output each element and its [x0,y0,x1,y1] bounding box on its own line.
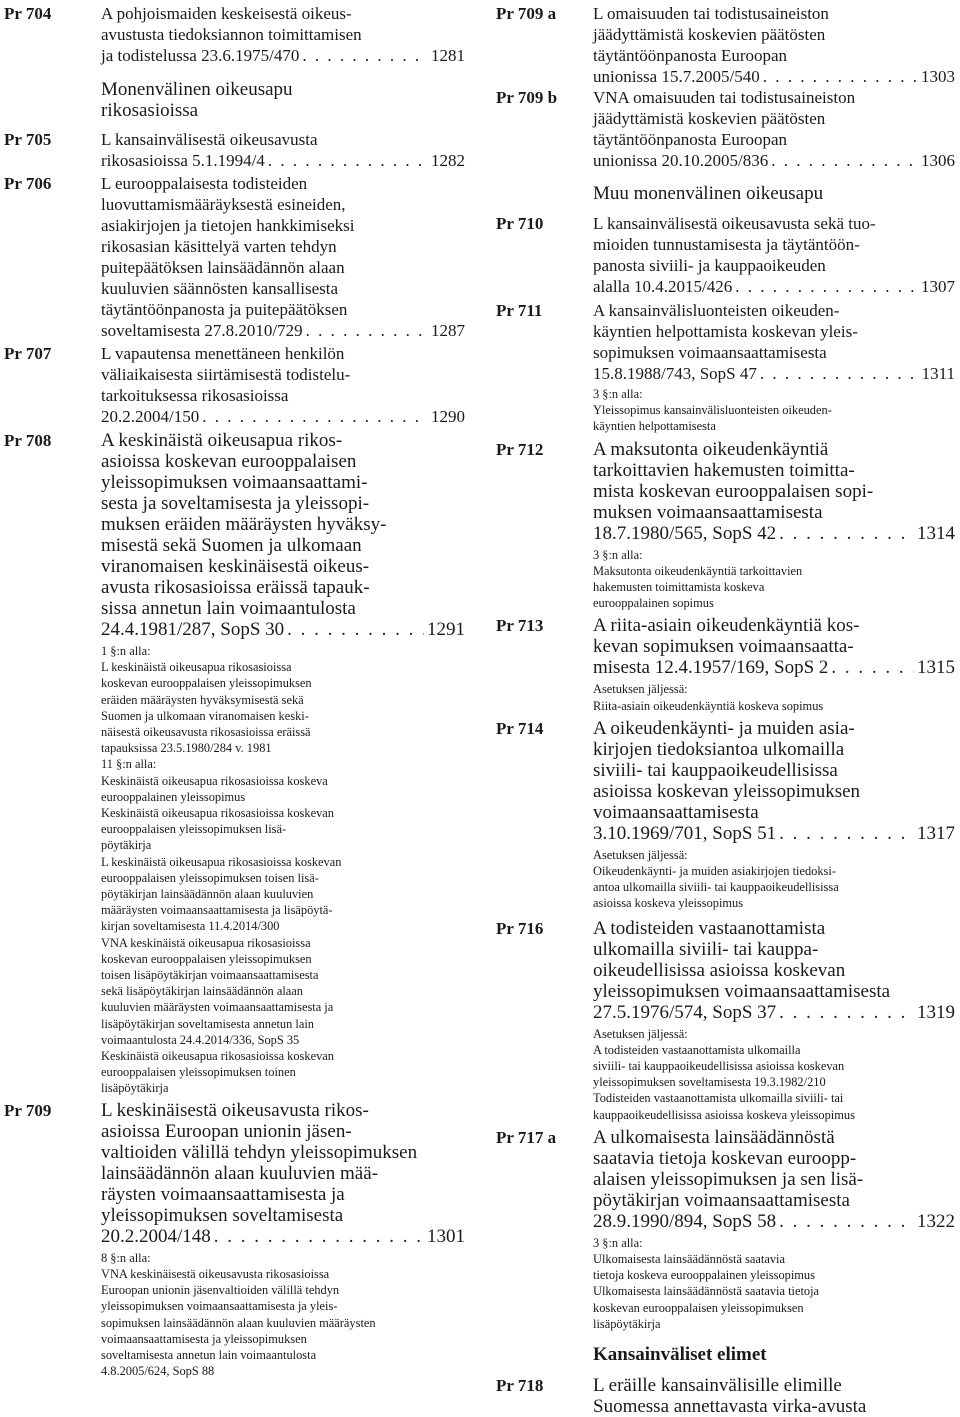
entry-pr-704 [0,3,470,66]
entry-title[interactable]: A riita-asiain oikeudenkäyntiä kos- kevan sopimuksen voimaansaatta- misesta 12.4.1957/169, SopS 2 . . . 1315 [593,615,955,678]
entry-pr-718 [490,1375,960,1417]
entry-title[interactable]: L eurooppalaisesta todisteiden luovuttamismääräyksestä esineiden, asiakirjojen ja tietojen hankkimiseksi rikosasian käsittelyä varten tehdyn puitepäätöksen lainsäädännön alaan kuuluvien säännösten kansallisesta täytäntöönpanosta ja puitepäätöksen soveltamisesta 27.8.2010/729 . . . 1287 [101,173,465,341]
entry-code: Pr 709 b [496,88,558,107]
entry-pr-709b [490,87,960,171]
entry-pr-708 [0,430,470,1097]
entry-title[interactable]: A kansainvälisluonteisten oikeuden- käyntien helpottamista koskevan yleis- sopimuksen voimaansaattamisesta 15.8.1988/743, SopS 47 . . . 1311 [593,300,955,384]
page-number: 1287 [431,321,465,340]
entry-pr-710 [490,213,960,297]
right-column [490,0,960,1417]
entry-code: Pr 709 [4,1100,52,1120]
page-number: 1322 [917,1210,955,1232]
entry-code: Pr 717 a [496,1127,557,1147]
entry-title[interactable]: A oikeudenkäynti- ja muiden asia- kirjojen tiedoksiantoa ulkomailla siviili- tai kauppaoikeudellisissa asioissa koskevan yleissopimuksen voimaansaattamisesta 3.10.1969/701, SopS 51 . . . 1317 [593,718,955,844]
entry-title[interactable]: L eräille kansainvälisille elimille Suomessa annettavasta virka-avusta [593,1375,867,1417]
entry-code: Pr 712 [496,439,544,459]
page-number: 1291 [427,619,465,640]
entry-code: Pr 706 [4,174,52,193]
page-number: 1317 [917,822,955,844]
entry-pr-716 [490,918,960,1123]
page-number: 1315 [917,657,955,679]
entry-pr-709 [0,1100,470,1380]
entry-pr-717a [490,1127,960,1332]
entry-code: Pr 707 [4,344,52,363]
entry-pr-714 [490,718,960,912]
entry-notes: Asetuksen jäljessä: Oikeudenkäynti- ja muiden asiakirjojen tiedoksi- antoa ulkomailla siviili- tai kauppaoikeudellisissa asioissa koskeva yleissopimus [593,847,839,911]
entry-notes: 1 §:n alla: L keskinäistä oikeusapua rikosasioissa koskevan eurooppalaisen yleissopimuksen eräiden määräysten hyväksymisestä sekä Suomen ja ulkomaan viranomaisen keski- näisestä oikeusavusta rikosasioissa eräissä tapauksissa 23.5.1980/284 v. 1981 11 §:n alla: Keskinäistä oikeusapua rikosasioissa koskeva eurooppalainen yleissopimus Keskinäistä oikeusapua rikosasioissa koskevan eurooppalaisen yleissopimuksen lisä- pöytäkirja L keskinäistä oikeusapua rikosasioissa koskevan eurooppalaisen yleissopimuksen toisen lisä- pöytäkirjan lainsäädännön alaan kuuluvien määräysten voimaansaattamisesta ja lisäpöytä- kirjan soveltamisesta 11.4.2014/300 VNA keskinäistä oikeusapua rikosasioissa koskevan eurooppalaisen yleissopimuksen toisen lisäpöytäkirjan voimaansaattamisesta sekä lisäpöytäkirjan lainsäädännön alaan kuuluvien määräysten voimaansaattamisesta ja lisäpöytäkirjan soveltamisesta annetun lain voimaantulosta 24.4.2014/336, SopS 35 Keskinäistä oikeusapua rikosasioissa koskevan eurooppalaisen yleissopimuksen toinen lisäpöytäkirja [101,644,342,1096]
entry-notes: 3 §:n alla: Ulkomaisesta lainsäädännöstä saatavia tietoja koskeva eurooppalainen yleissopimus Ulkomaisesta lainsäädännöstä saatavia tietoja koskevan eurooppalaisen yleissopimuksen lisäpöytäkirja [593,1235,820,1331]
page-number: 1307 [921,277,955,296]
entry-notes: 8 §:n alla: VNA keskinäisestä oikeusavusta rikosasioissa Euroopan unionin jäsenvaltioiden välillä tehdyn yleissopimuksen voimaansaattamisesta ja yleis- sopimuksen lainsäädännön alaan kuuluvien määräysten voimaansaattamisesta ja yleissopimuksen soveltamisesta annetun lain voimaantulosta 4.8.2005/624, SopS 88 [101,1250,376,1379]
section-heading: Muu monenvälinen oikeusapu [593,183,824,204]
entry-code: Pr 710 [496,214,544,233]
page-number: 1319 [917,1001,955,1023]
entry-title[interactable]: L keskinäisestä oikeusavusta rikos- asioissa Euroopan unionin jäsen- valtioiden välillä tehdyn yleissopimuksen lainsäädännön alaan kuuluvien mää- räysten voimaansaattamisesta ja yleissopimuksen soveltamisesta 20.2.2004/148 . . . 1301 [101,1100,465,1247]
entry-pr-711 [490,300,960,435]
entry-code: Pr 705 [4,130,52,149]
entry-code: Pr 709 a [496,4,557,23]
entry-title[interactable]: A todisteiden vastaanottamista ulkomailla siviili- tai kauppa- oikeudellisissa asioissa koskevan yleissopimuksen voimaansaattamisesta 27.5.1976/574, SopS 37 . . . 1319 [593,918,955,1023]
entry-code: Pr 708 [4,431,52,450]
entry-title[interactable]: L vapautensa menettäneen henkilön väliaikaisesta siirtämisestä todistelu- tarkoituksessa rikosasioissa 20.2.2004/150 . . . 1290 [101,343,465,427]
page-number: 1311 [921,364,955,383]
entry-code: Pr 704 [4,4,52,23]
entry-title[interactable]: VNA omaisuuden tai todistusaineiston jäädyttämistä koskevien päätösten täytäntöönpanosta Euroopan unionissa 20.10.2005/836 . . . 1306 [593,87,955,171]
entry-code: Pr 713 [496,616,544,636]
entry-title[interactable]: A pohjoismaiden keskeisestä oikeus- avustusta tiedoksiannon toimittamisen ja todistelussa 23.6.1975/470 . . . 1281 [101,3,465,66]
entry-code: Pr 718 [496,1376,544,1396]
entry-notes: Asetuksen jäljessä: Riita-asiain oikeudenkäyntiä koskeva sopimus [593,682,824,713]
entry-notes: 3 §:n alla: Maksutonta oikeudenkäyntiä tarkoittavien hakemusten toimittamista koskeva eurooppalainen sopimus [593,547,803,611]
entry-title[interactable]: A keskinäistä oikeusapua rikos- asioissa koskevan eurooppalaisen yleissopimuksen voimaansaattami- sesta ja soveltamisesta ja yleissopi- muksen eräiden määräysten hyväksy- misestä sekä Suomen ja ulkomaan viranomaisen keskinäisestä oikeus- avusta rikosasioissa eräissä tapauk- sissa annetun lain voimaantulosta 24.4.1981/287, SopS 30 . . . 1291 [101,430,465,640]
entry-pr-707 [0,343,470,427]
page-number: 1282 [431,151,465,170]
section-heading: Monenvälinen oikeusapu rikosasioissa [101,79,293,121]
page-number: 1314 [917,522,955,544]
page-number: 1303 [921,67,955,86]
entry-title[interactable]: A ulkomaisesta lainsäädännöstä saatavia tietoja koskevan euroopp- alaisen yleissopimuksen ja sen lisä- pöytäkirjan voimaansaattamisesta 28.9.1990/894, SopS 58 . . . 1322 [593,1127,955,1232]
entry-title[interactable]: L kansainvälisestä oikeusavusta rikosasioissa 5.1.1994/4 . . . 1282 [101,129,465,171]
entry-pr-706 [0,173,470,341]
entry-code: Pr 711 [496,301,543,320]
entry-notes: Asetuksen jäljessä: A todisteiden vastaanottamista ulkomailla siviili- tai kauppaoikeudellisissa asioissa koskevan yleissopimuksen soveltamisesta 19.3.1982/210 Todisteiden vastaanottamista ulkomailla siviili- tai kauppaoikeudellisissa asioissa koskeva yleissopimus [593,1026,855,1122]
entry-title[interactable]: L omaisuuden tai todistusaineiston jäädyttämistä koskevien päätösten täytäntöönpanosta Euroopan unionissa 15.7.2005/540 . . . 1303 [593,3,955,87]
entry-title[interactable]: L kansainvälisestä oikeusavusta sekä tuo- mioiden tunnustamisesta ja täytäntöön- panosta siviili- ja kauppaoikeuden alalla 10.4.2015/426 . . . 1307 [593,213,955,297]
page-number: 1281 [431,46,465,65]
section-heading: Kansainväliset elimet [593,1344,767,1366]
entry-pr-709a [490,3,960,87]
entry-title[interactable]: A maksutonta oikeudenkäyntiä tarkoittavien hakemusten toimitta- mista koskevan eurooppalaisen sopi- muksen voimaansaattamisesta 18.7.1980/565, SopS 42 . . . 1314 [593,439,955,544]
entry-notes: 3 §:n alla: Yleissopimus kansainvälisluonteisten oikeuden- käyntien helpottamisesta [593,387,832,434]
entry-code: Pr 716 [496,918,544,938]
page-number: 1301 [427,1225,465,1247]
page-number: 1306 [921,151,955,170]
entry-pr-705 [0,129,470,171]
entry-pr-713 [490,615,960,713]
page-number: 1290 [431,407,465,426]
entry-pr-712 [490,439,960,612]
entry-code: Pr 714 [496,718,544,738]
left-column [0,0,470,1379]
